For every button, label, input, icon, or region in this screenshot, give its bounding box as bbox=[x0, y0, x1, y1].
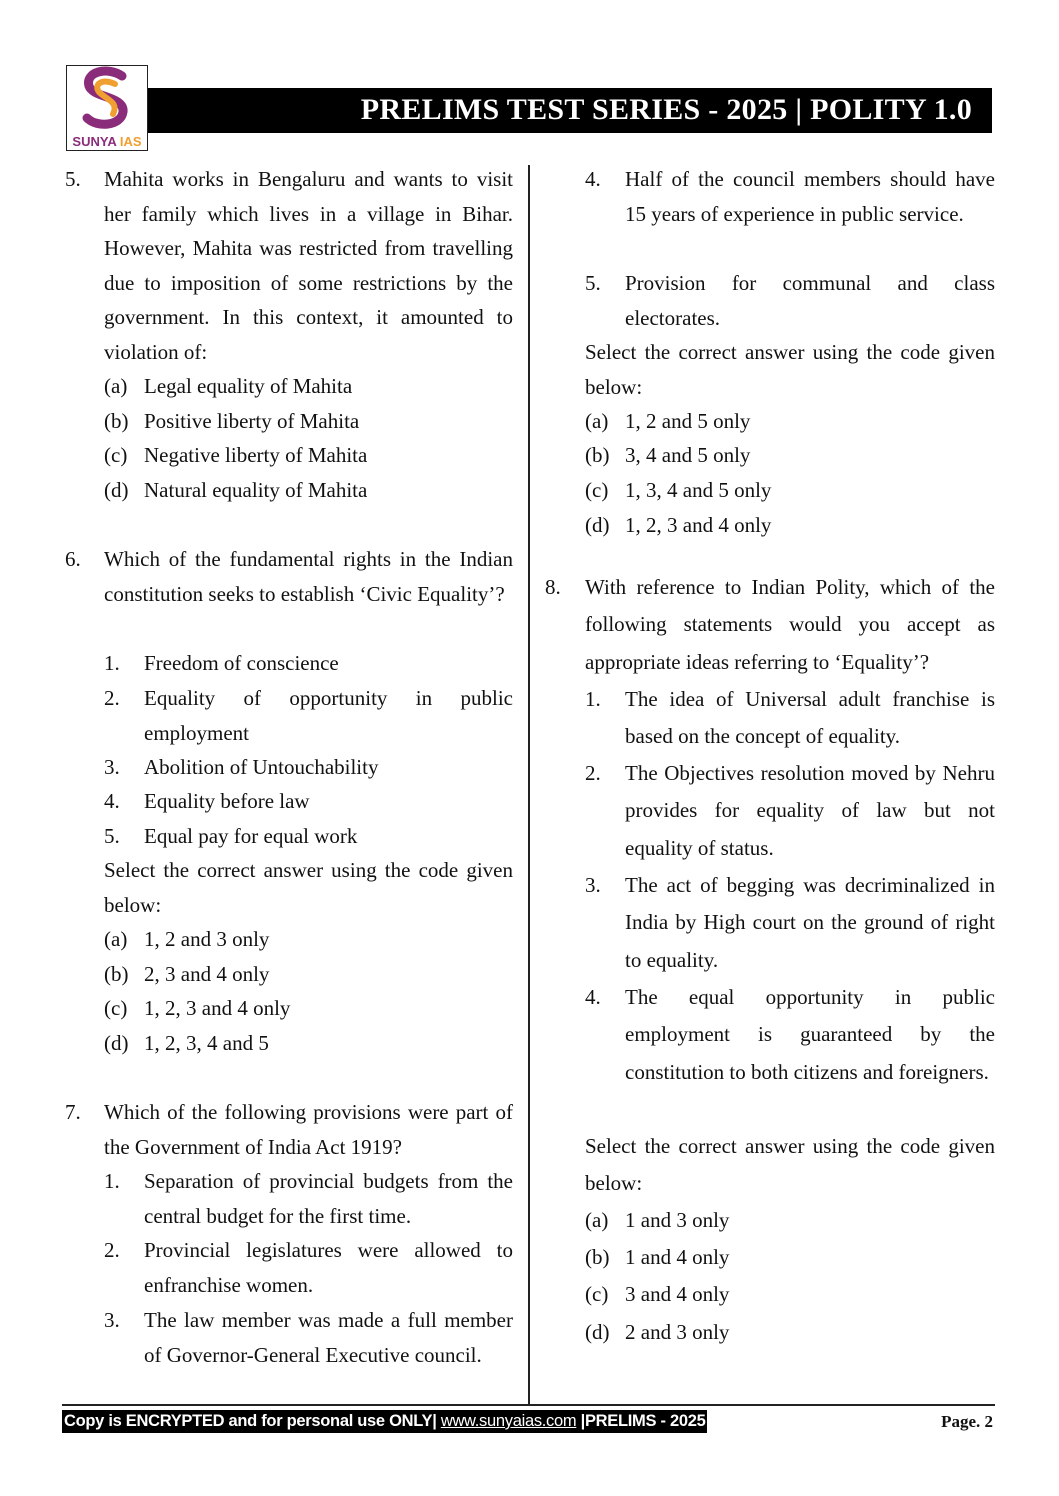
sunya-ias-logo bbox=[66, 65, 148, 151]
option-text: Negative liberty of Mahita bbox=[144, 443, 368, 467]
item-label: 1. bbox=[585, 687, 601, 711]
question-number: 7. bbox=[65, 1100, 81, 1124]
item-text: Abolition of Untouchability bbox=[144, 755, 379, 779]
option-label: (c) bbox=[585, 478, 609, 502]
option-label: (d) bbox=[585, 1320, 610, 1344]
item-label: 5. bbox=[104, 824, 120, 848]
item-text: Equality before law bbox=[144, 789, 310, 813]
option-text: 1, 2, 3 and 4 only bbox=[144, 996, 291, 1020]
footer-note-prefix: Copy is ENCRYPTED and for personal use ONLY| bbox=[64, 1412, 437, 1430]
item-label: 2. bbox=[104, 1238, 120, 1262]
logo-text: SUNYA IAS bbox=[72, 134, 142, 149]
footer-note-suffix: |PRELIMS - 2025 bbox=[580, 1412, 706, 1430]
item-label: 2. bbox=[104, 686, 120, 710]
header-title: PRELIMS TEST SERIES - 2025 | POLITY 1.0 bbox=[360, 93, 972, 126]
item-text: The idea of Universal adult franchise is based on the concept of equality. bbox=[625, 687, 995, 749]
item-text: Equality of opportunity in public employment bbox=[144, 686, 513, 745]
website-link[interactable]: www.sunyaias.com bbox=[440, 1412, 577, 1430]
option-text: 1, 2, 3, 4 and 5 bbox=[144, 1031, 269, 1055]
footer-note bbox=[62, 1410, 707, 1433]
option-label: (b) bbox=[585, 1245, 610, 1269]
option-text: 1 and 3 only bbox=[625, 1208, 730, 1232]
select-instruction: Select the correct answer using the code given below: bbox=[585, 340, 995, 399]
option-label: (d) bbox=[104, 478, 129, 502]
option-text: Positive liberty of Mahita bbox=[144, 409, 360, 433]
option-text: 1, 2 and 5 only bbox=[625, 409, 751, 433]
question-stem: With reference to Indian Polity, which of the following statements would you accept as appropriate ideas referring to ‘Equality’? bbox=[585, 575, 995, 674]
item-text: Half of the council members should have 15 years of experience in public service. bbox=[625, 167, 995, 226]
item-label: 1. bbox=[104, 651, 120, 675]
option-label: (a) bbox=[104, 374, 128, 398]
item-text: Separation of provincial budgets from the central budget for the first time. bbox=[144, 1169, 513, 1228]
option-label: (a) bbox=[104, 927, 128, 951]
item-label: 4. bbox=[104, 789, 120, 813]
question-number: 6. bbox=[65, 547, 81, 571]
option-text: 2 and 3 only bbox=[625, 1320, 730, 1344]
option-label: (b) bbox=[104, 409, 129, 433]
logo-s-icon bbox=[67, 66, 147, 132]
option-label: (d) bbox=[104, 1031, 129, 1055]
option-text: 3, 4 and 5 only bbox=[625, 443, 751, 467]
item-text: The law member was made a full member of Governor-General Executive council. bbox=[144, 1308, 513, 1367]
column-divider bbox=[528, 165, 530, 1406]
option-label: (b) bbox=[585, 443, 610, 467]
item-label: 3. bbox=[585, 873, 601, 897]
page-number: Page. 2 bbox=[941, 1412, 993, 1431]
item-text: The act of begging was decriminalized in India by High court on the ground of right to equality. bbox=[625, 873, 995, 972]
question-number: 8. bbox=[545, 575, 561, 599]
option-text: 1, 3, 4 and 5 only bbox=[625, 478, 772, 502]
option-text: 1, 2, 3 and 4 only bbox=[625, 513, 772, 537]
item-label: 5. bbox=[585, 271, 601, 295]
select-instruction: Select the correct answer using the code given below: bbox=[104, 858, 513, 917]
item-text: Provincial legislatures were allowed to enfranchise women. bbox=[144, 1238, 513, 1297]
item-text: Equal pay for equal work bbox=[144, 824, 358, 848]
question-number: 5. bbox=[65, 167, 81, 191]
item-text: The equal opportunity in public employment is guaranteed by the constitution to both citizens and foreigners. bbox=[625, 985, 995, 1084]
question-stem: Which of the fundamental rights in the Indian constitution seeks to establish ‘Civic Equality’? bbox=[104, 547, 513, 606]
option-text: 3 and 4 only bbox=[625, 1282, 730, 1306]
footer-rule bbox=[62, 1404, 995, 1406]
item-label: 1. bbox=[104, 1169, 120, 1193]
option-label: (d) bbox=[585, 513, 610, 537]
option-label: (a) bbox=[585, 1208, 609, 1232]
option-text: Natural equality of Mahita bbox=[144, 478, 368, 502]
option-label: (c) bbox=[104, 996, 128, 1020]
option-text: 2, 3 and 4 only bbox=[144, 962, 270, 986]
select-instruction: Select the correct answer using the code given below: bbox=[585, 1134, 995, 1196]
option-text: 1, 2 and 3 only bbox=[144, 927, 270, 951]
item-text: Freedom of conscience bbox=[144, 651, 339, 675]
option-text: Legal equality of Mahita bbox=[144, 374, 353, 398]
option-label: (c) bbox=[104, 443, 128, 467]
option-label: (b) bbox=[104, 962, 129, 986]
item-label: 4. bbox=[585, 985, 601, 1009]
option-text: 1 and 4 only bbox=[625, 1245, 730, 1269]
item-label: 3. bbox=[104, 1308, 120, 1332]
option-label: (a) bbox=[585, 409, 609, 433]
item-text: The Objectives resolution moved by Nehru provides for equality of law but not equality of status. bbox=[625, 761, 995, 860]
header-bar bbox=[148, 88, 992, 133]
item-label: 2. bbox=[585, 761, 601, 785]
item-label: 4. bbox=[585, 167, 601, 191]
question-stem: Mahita works in Bengaluru and wants to visit her family which lives in a village in Bihar. However, Mahita was restricted from travelling due to imposition of some restrictions by the government. In this context, it amounted to violation of: bbox=[104, 167, 513, 364]
item-text: Provision for communal and class electorates. bbox=[625, 271, 995, 330]
item-label: 3. bbox=[104, 755, 120, 779]
question-stem: Which of the following provisions were part of the Government of India Act 1919? bbox=[104, 1100, 513, 1159]
option-label: (c) bbox=[585, 1282, 609, 1306]
